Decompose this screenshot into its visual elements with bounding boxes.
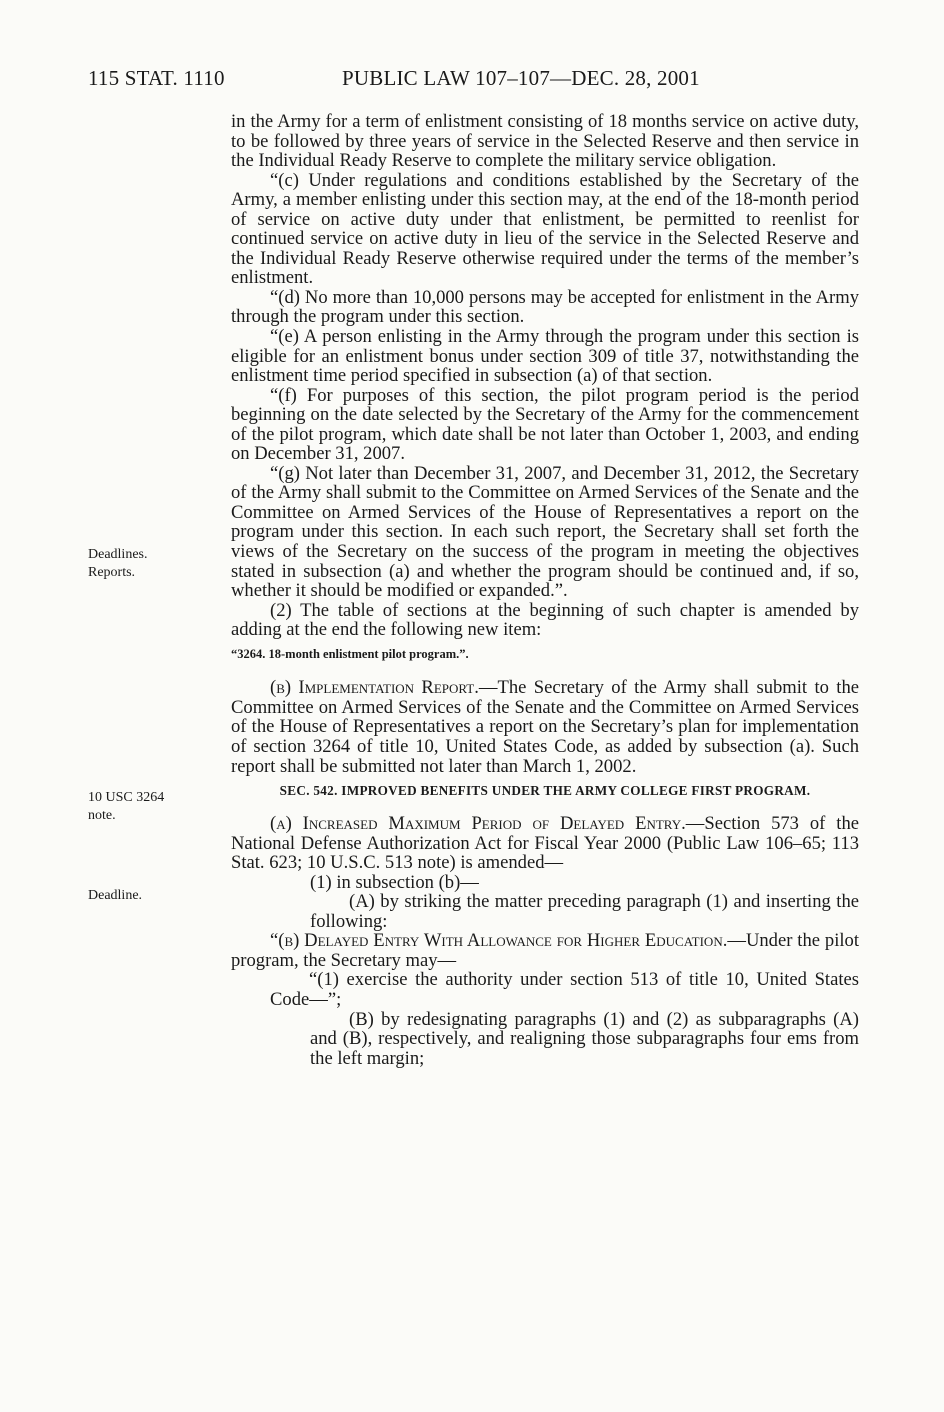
paragraph-delayed-entry: (a) Increased Maximum Period of Delayed Entry.—Section 573 of the National Defense Authorization Act for Fiscal Year 2000 (Public Law 106–65; 113 Stat. 623; 10 U.S.C. 513 note) is amended—: [231, 813, 859, 874]
running-title: PUBLIC LAW 107–107—DEC. 28, 2001: [342, 66, 700, 90]
paragraph-f: “(f) For purposes of this section, the pilot program period is the period beginning on the date selected by the Secretary of the Army for the commencement of the pilot program, which date shall be not later than October 1, 2003, and ending on December 31, 2007.: [231, 384, 859, 465]
subsection-heading: (a) Increased Maximum Period of Delayed Entry.: [270, 813, 686, 835]
paragraph-g: “(g) Not later than December 31, 2007, and December 31, 2012, the Secretary of the Army shall submit to the Committee on Armed Services of the Senate and the Committee on Armed Services of the House of Representatives a report on the program under this section. In each such report, the Secretary shall set forth the views of the Secretary on the success of the program in meeting the objectives stated in subsection (a) and whether the program should be continued and, if so, whether it should be modified or expanded.”.: [231, 462, 859, 602]
subsection-heading: “(b) Delayed Entry With Allowance for Higher Education.: [270, 930, 728, 952]
page-body: [231, 112, 859, 1068]
margin-note-deadline: Deadline.: [88, 888, 143, 903]
paragraph-quoted-1: “(1) exercise the authority under section 513 of title 10, United States Code—”;: [270, 969, 859, 1010]
paragraph: in the Army for a term of enlistment consisting of 18 months service on active duty, to be followed by three years of service in the Selected Reserve and then service in the Individual Ready Reserve to complete the military service obligation.: [231, 111, 859, 172]
paragraph-quoted-b: “(b) Delayed Entry With Allowance for Higher Education.—Under the pilot program, the Secretary may—: [231, 930, 859, 971]
paragraph-c: “(c) Under regulations and conditions established by the Secretary of the Army, a member enlisting under this section may, at the end of the 18-month period of service on active duty under that enlistment, be permitted to reenlist for continued service on active duty in lieu of the service in the Selected Reserve and the Individual Ready Reserve otherwise required under the terms of the member’s enlistment.: [231, 169, 859, 289]
paragraph-d: “(d) No more than 10,000 persons may be accepted for enlistment in the Army through the program under this section.: [231, 286, 859, 328]
paragraph-1: (1) in subsection (b)—: [310, 871, 479, 893]
paragraph-implementation-report: (b) Implementation Report.—The Secretary of the Army shall submit to the Committee on Armed Services of the Senate and the Committee on Armed Services of the House of Representatives a report on the Secretary’s plan for implementation of section 3264 of title 10, United States Code, as added by subsection (a). Such report shall be submitted not later than March 1, 2002.: [231, 677, 859, 777]
section-heading: SEC. 542. IMPROVED BENEFITS UNDER THE ARMY COLLEGE FIRST PROGRAM.: [279, 783, 811, 799]
page-number: 115 STAT. 1110: [88, 66, 225, 90]
margin-note-deadlines: Deadlines. Reports.: [88, 547, 148, 580]
subsection-heading: (b) Implementation Report.: [270, 677, 479, 699]
table-of-sections-item: “3264. 18-month enlistment pilot program.”.: [231, 646, 469, 661]
paragraph-e: “(e) A person enlisting in the Army through the program under this section is eligible for an enlistment bonus under section 309 of title 37, notwithstanding the enlistment time period specified in subsection (a) of that section.: [231, 326, 859, 387]
paragraph-2: (2) The table of sections at the beginning of such chapter is amended by adding at the end the following new item:: [231, 599, 859, 641]
paragraph-A: (A) by striking the matter preceding paragraph (1) and inserting the following:: [310, 891, 859, 932]
paragraph-B: (B) by redesignating paragraphs (1) and (2) as subparagraphs (A) and (B), respectively, and realigning those subparagraphs four ems from the left margin;: [310, 1008, 859, 1069]
margin-note-usc: 10 USC 3264 note.: [88, 790, 165, 823]
